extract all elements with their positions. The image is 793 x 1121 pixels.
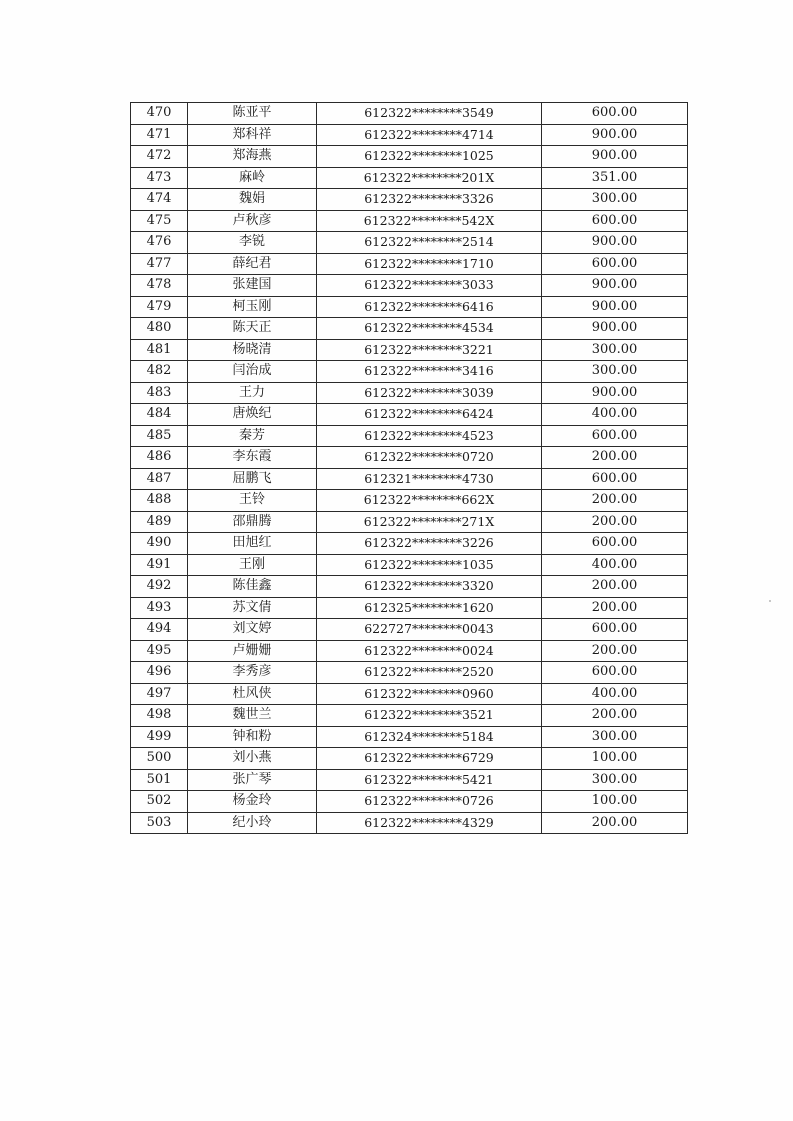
row-amount-cell: 900.00 <box>542 146 688 168</box>
table-row <box>131 425 688 447</box>
roster-table-body <box>131 103 688 834</box>
table-row <box>131 533 688 555</box>
table-row <box>131 361 688 383</box>
row-amount-cell: 600.00 <box>542 210 688 232</box>
row-name-cell: 李锐 <box>188 232 317 254</box>
table-row <box>131 511 688 533</box>
row-amount-cell: 400.00 <box>542 404 688 426</box>
row-amount-cell: 200.00 <box>542 490 688 512</box>
row-name-cell: 田旭红 <box>188 533 317 555</box>
row-id-number-cell: 612322********0024 <box>317 640 542 662</box>
table-row <box>131 275 688 297</box>
row-amount-cell: 100.00 <box>542 748 688 770</box>
row-amount-cell: 600.00 <box>542 468 688 490</box>
row-id-number-cell: 622727********0043 <box>317 619 542 641</box>
row-id-number-cell: 612322********662X <box>317 490 542 512</box>
row-name-cell: 屈鹏飞 <box>188 468 317 490</box>
row-amount-cell: 900.00 <box>542 275 688 297</box>
row-index-cell: 482 <box>131 361 188 383</box>
row-amount-cell: 200.00 <box>542 511 688 533</box>
row-id-number-cell: 612325********1620 <box>317 597 542 619</box>
row-index-cell: 476 <box>131 232 188 254</box>
row-id-number-cell: 612322********3416 <box>317 361 542 383</box>
row-index-cell: 470 <box>131 103 188 125</box>
row-name-cell: 陈佳鑫 <box>188 576 317 598</box>
table-row <box>131 791 688 813</box>
row-amount-cell: 200.00 <box>542 597 688 619</box>
table-row <box>131 554 688 576</box>
table-row <box>131 640 688 662</box>
row-name-cell: 苏文倩 <box>188 597 317 619</box>
row-id-number-cell: 612322********271X <box>317 511 542 533</box>
row-id-number-cell: 612322********4329 <box>317 812 542 834</box>
table-row <box>131 189 688 211</box>
row-name-cell: 王力 <box>188 382 317 404</box>
row-id-number-cell: 612324********5184 <box>317 726 542 748</box>
row-name-cell: 李东霞 <box>188 447 317 469</box>
row-amount-cell: 400.00 <box>542 683 688 705</box>
row-id-number-cell: 612322********3039 <box>317 382 542 404</box>
row-amount-cell: 900.00 <box>542 318 688 340</box>
row-amount-cell: 200.00 <box>542 812 688 834</box>
row-amount-cell: 900.00 <box>542 382 688 404</box>
row-name-cell: 卢秋彦 <box>188 210 317 232</box>
row-id-number-cell: 612322********3326 <box>317 189 542 211</box>
row-index-cell: 472 <box>131 146 188 168</box>
row-index-cell: 471 <box>131 124 188 146</box>
row-index-cell: 486 <box>131 447 188 469</box>
row-amount-cell: 200.00 <box>542 705 688 727</box>
table-row <box>131 490 688 512</box>
row-id-number-cell: 612322********6729 <box>317 748 542 770</box>
row-amount-cell: 900.00 <box>542 232 688 254</box>
row-id-number-cell: 612322********4523 <box>317 425 542 447</box>
row-index-cell: 490 <box>131 533 188 555</box>
table-row <box>131 468 688 490</box>
table-row <box>131 662 688 684</box>
row-index-cell: 498 <box>131 705 188 727</box>
row-amount-cell: 600.00 <box>542 533 688 555</box>
row-amount-cell: 600.00 <box>542 253 688 275</box>
row-id-number-cell: 612322********1035 <box>317 554 542 576</box>
row-amount-cell: 100.00 <box>542 791 688 813</box>
row-id-number-cell: 612322********4714 <box>317 124 542 146</box>
row-amount-cell: 300.00 <box>542 769 688 791</box>
row-amount-cell: 300.00 <box>542 361 688 383</box>
row-name-cell: 张建国 <box>188 275 317 297</box>
row-amount-cell: 200.00 <box>542 640 688 662</box>
row-id-number-cell: 612322********4534 <box>317 318 542 340</box>
row-index-cell: 478 <box>131 275 188 297</box>
row-index-cell: 481 <box>131 339 188 361</box>
row-id-number-cell: 612322********3226 <box>317 533 542 555</box>
row-index-cell: 492 <box>131 576 188 598</box>
row-amount-cell: 351.00 <box>542 167 688 189</box>
row-name-cell: 钟和粉 <box>188 726 317 748</box>
row-name-cell: 王刚 <box>188 554 317 576</box>
row-index-cell: 488 <box>131 490 188 512</box>
row-name-cell: 唐焕纪 <box>188 404 317 426</box>
table-row <box>131 167 688 189</box>
scan-speck <box>769 600 771 602</box>
row-amount-cell: 300.00 <box>542 726 688 748</box>
row-name-cell: 郑科祥 <box>188 124 317 146</box>
row-name-cell: 郑海燕 <box>188 146 317 168</box>
table-row <box>131 726 688 748</box>
table-row <box>131 103 688 125</box>
table-row <box>131 232 688 254</box>
row-amount-cell: 600.00 <box>542 425 688 447</box>
table-row <box>131 296 688 318</box>
row-name-cell: 王铃 <box>188 490 317 512</box>
row-index-cell: 484 <box>131 404 188 426</box>
row-index-cell: 501 <box>131 769 188 791</box>
row-name-cell: 麻岭 <box>188 167 317 189</box>
row-name-cell: 陈天正 <box>188 318 317 340</box>
row-index-cell: 491 <box>131 554 188 576</box>
row-name-cell: 纪小玲 <box>188 812 317 834</box>
row-id-number-cell: 612322********2520 <box>317 662 542 684</box>
row-index-cell: 499 <box>131 726 188 748</box>
table-row <box>131 597 688 619</box>
row-id-number-cell: 612322********5421 <box>317 769 542 791</box>
row-name-cell: 张广琴 <box>188 769 317 791</box>
row-name-cell: 杨晓清 <box>188 339 317 361</box>
row-id-number-cell: 612322********3033 <box>317 275 542 297</box>
row-id-number-cell: 612322********1710 <box>317 253 542 275</box>
row-amount-cell: 600.00 <box>542 103 688 125</box>
row-name-cell: 刘文婷 <box>188 619 317 641</box>
row-id-number-cell: 612322********0726 <box>317 791 542 813</box>
table-row <box>131 124 688 146</box>
row-name-cell: 秦芳 <box>188 425 317 447</box>
row-name-cell: 闫治成 <box>188 361 317 383</box>
row-index-cell: 473 <box>131 167 188 189</box>
row-name-cell: 薛纪君 <box>188 253 317 275</box>
row-id-number-cell: 612322********0720 <box>317 447 542 469</box>
row-index-cell: 479 <box>131 296 188 318</box>
row-index-cell: 485 <box>131 425 188 447</box>
table-row <box>131 619 688 641</box>
row-name-cell: 刘小燕 <box>188 748 317 770</box>
table-row <box>131 769 688 791</box>
row-id-number-cell: 612322********3549 <box>317 103 542 125</box>
row-id-number-cell: 612322********542X <box>317 210 542 232</box>
row-amount-cell: 600.00 <box>542 662 688 684</box>
row-name-cell: 杜风侠 <box>188 683 317 705</box>
roster-table <box>130 102 688 834</box>
table-row <box>131 210 688 232</box>
row-id-number-cell: 612322********6424 <box>317 404 542 426</box>
row-id-number-cell: 612321********4730 <box>317 468 542 490</box>
table-row <box>131 748 688 770</box>
row-index-cell: 497 <box>131 683 188 705</box>
row-index-cell: 494 <box>131 619 188 641</box>
row-index-cell: 487 <box>131 468 188 490</box>
row-id-number-cell: 612322********3521 <box>317 705 542 727</box>
table-row <box>131 705 688 727</box>
row-name-cell: 柯玉刚 <box>188 296 317 318</box>
row-id-number-cell: 612322********201X <box>317 167 542 189</box>
table-row <box>131 318 688 340</box>
table-row <box>131 146 688 168</box>
row-amount-cell: 600.00 <box>542 619 688 641</box>
row-index-cell: 500 <box>131 748 188 770</box>
row-id-number-cell: 612322********1025 <box>317 146 542 168</box>
table-row <box>131 576 688 598</box>
row-name-cell: 邵鼎腾 <box>188 511 317 533</box>
table-row <box>131 404 688 426</box>
row-index-cell: 475 <box>131 210 188 232</box>
row-amount-cell: 300.00 <box>542 189 688 211</box>
row-index-cell: 477 <box>131 253 188 275</box>
row-amount-cell: 900.00 <box>542 296 688 318</box>
row-name-cell: 陈亚平 <box>188 103 317 125</box>
row-id-number-cell: 612322********2514 <box>317 232 542 254</box>
row-index-cell: 495 <box>131 640 188 662</box>
row-index-cell: 493 <box>131 597 188 619</box>
row-amount-cell: 400.00 <box>542 554 688 576</box>
row-name-cell: 魏娟 <box>188 189 317 211</box>
row-amount-cell: 300.00 <box>542 339 688 361</box>
row-name-cell: 魏世兰 <box>188 705 317 727</box>
table-row <box>131 253 688 275</box>
row-index-cell: 483 <box>131 382 188 404</box>
table-row <box>131 382 688 404</box>
row-index-cell: 496 <box>131 662 188 684</box>
row-name-cell: 李秀彦 <box>188 662 317 684</box>
table-row <box>131 812 688 834</box>
row-index-cell: 489 <box>131 511 188 533</box>
table-row <box>131 339 688 361</box>
row-amount-cell: 900.00 <box>542 124 688 146</box>
row-index-cell: 480 <box>131 318 188 340</box>
row-name-cell: 杨金玲 <box>188 791 317 813</box>
row-index-cell: 474 <box>131 189 188 211</box>
row-id-number-cell: 612322********0960 <box>317 683 542 705</box>
row-id-number-cell: 612322********3221 <box>317 339 542 361</box>
row-amount-cell: 200.00 <box>542 576 688 598</box>
row-index-cell: 502 <box>131 791 188 813</box>
row-amount-cell: 200.00 <box>542 447 688 469</box>
row-name-cell: 卢姗姗 <box>188 640 317 662</box>
row-index-cell: 503 <box>131 812 188 834</box>
row-id-number-cell: 612322********3320 <box>317 576 542 598</box>
row-id-number-cell: 612322********6416 <box>317 296 542 318</box>
table-row <box>131 683 688 705</box>
table-row <box>131 447 688 469</box>
